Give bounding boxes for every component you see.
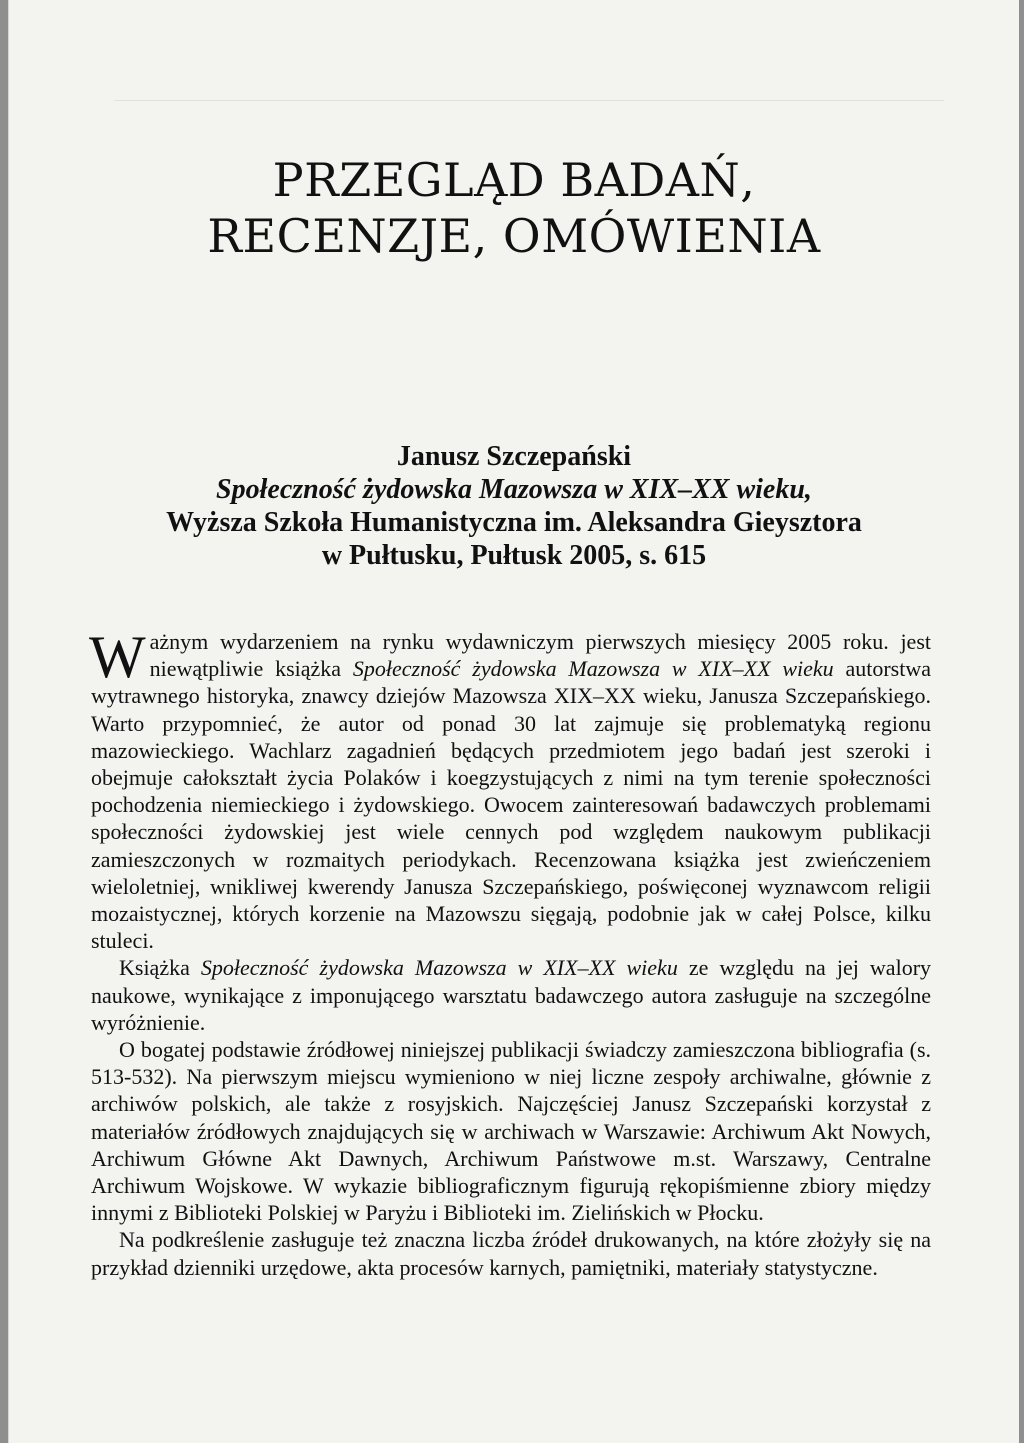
paragraph-1-text-a: ażnym wydarzeniem na rynku wydawniczym pierwszych miesięcy 2005 roku. jest niewątpliwie książka xyxy=(149,629,931,682)
drop-cap: W xyxy=(89,624,146,690)
paragraph-4: Na podkreślenie zasługuje też znaczna liczba źródeł drukowanych, na które złożyły się na przykład dzienniki urzędowe, akta procesów karnych, pamiętniki, materiały statystyczne. xyxy=(91,1227,931,1280)
section-title-line-2: RECENZJE, OMÓWIENIA xyxy=(207,209,821,263)
section-title xyxy=(9,152,1019,264)
review-author: Janusz Szczepański xyxy=(396,441,632,472)
paragraph-2-text-a: Książka xyxy=(119,955,201,981)
paragraph-1 xyxy=(89,624,932,954)
review-publisher-line-2: w Pułtusku, Pułtusk 2005, s. 615 xyxy=(321,540,707,571)
page xyxy=(8,0,1019,1443)
paragraph-2 xyxy=(91,954,931,1036)
review-body xyxy=(89,624,932,1281)
section-title-line-1: PRZEGLĄD BADAŃ, xyxy=(272,153,756,207)
paragraph-2-text-c: ze względu na jej walory naukowe, wynikające z imponującego warsztatu badawczego autora zasługuje na szczególne wyróżnienie. xyxy=(91,955,932,1035)
review-publisher-line-1: Wyższa Szkoła Humanistyczna im. Aleksandra Gieysztora xyxy=(166,507,862,538)
paragraph-2-book-title: Społeczność żydowska Mazowsza w XIX–XX wieku xyxy=(200,955,678,981)
bleed-through-text xyxy=(114,60,944,101)
paragraph-1-text-c: autorstwa wytrawnego historyka, znawcy dziejów Mazowsza XIX–XX wieku, Janusza Szczepańskiego. Warto przypomnieć, że autor od ponad 30 lat zajmuje się problematyką regionu mazowieckiego. Wachlarz zagadnień będących przedmiotem jego badań jest szeroki i obejmuje całokształt życia Polaków i koegzystujących z nimi na tym terenie społeczności pochodzenia niemieckiego i żydowskiego. Owocem zainteresowań badawczych problemami społeczności żydowskiej jest wiele cennych pod względem naukowym publikacji zamieszczonych w rozmaitych periodykach. Recenzowana książka jest zwieńczeniem wieloletniej, wnikliwej kwerendy Janusza Szczepańskiego, poświęconej wyznawcom religii mozaistycznej, których korzenie na Mazowszu sięgają, podobnie jak w całej Polsce, kilku stuleci. xyxy=(91,656,932,954)
review-book-title: Społeczność żydowska Mazowsza w XIX–XX wieku, xyxy=(216,474,812,505)
review-header xyxy=(9,440,1019,572)
paragraph-1-book-title: Społeczność żydowska Mazowsza w XIX–XX wieku xyxy=(352,656,834,682)
paragraph-3: O bogatej podstawie źródłowej niniejszej publikacji świadczy zamieszczona bibliografia (s. 513-532). Na pierwszym miejscu wymieniono w niej liczne zespoły archiwalne, głównie z archiwów polskich, ale także z rosyjskich. Najczęściej Janusz Szczepański korzystał z materiałów źródłowych znajdujących się w archiwach w Warszawie: Archiwum Akt Nowych, Archiwum Główne Akt Dawnych, Archiwum Państwowe m.st. Warszawy, Centralne Archiwum Wojskowe. W wykazie bibliograficznym figurują rękopiśmienne zbiory między innymi z Biblioteki Polskiej w Paryżu i Biblioteki im. Zielińskich w Płocku. xyxy=(91,1037,931,1226)
